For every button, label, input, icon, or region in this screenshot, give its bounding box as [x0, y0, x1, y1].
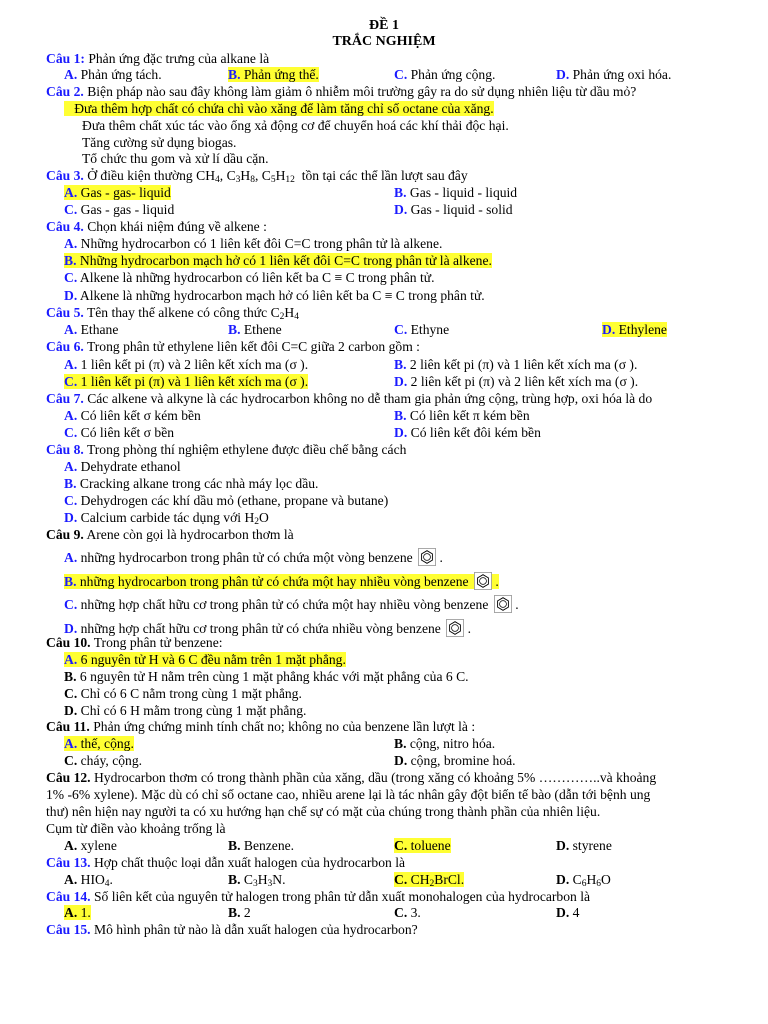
q6-option-d: D. 2 liên kết pi (π) và 2 liên kết xích ma (σ ). — [394, 374, 639, 389]
q5-option-b: B. Ethene — [228, 322, 282, 337]
q1-option-c: C. Phản ứng cộng. — [394, 67, 496, 82]
q11-option-c: C. cháy, cộng. — [64, 753, 143, 768]
q14-option-d: D. 4 — [556, 905, 580, 920]
benzene-ring-icon — [494, 595, 512, 613]
q13-option-b: B. $C_3H_3N$. — [228, 872, 286, 889]
q1-option-a: A. Phản ứng tách. — [64, 67, 162, 82]
q8-option-a: A. Dehydrate ethanol — [64, 459, 181, 474]
question-12-line-2: 1% -6% xylene). Mặc dù có chỉ số octane cao, nhiều arene lại là tác nhân gây đột biến tế bào (dẫn tới bệnh ung — [46, 787, 651, 802]
q10-option-d: D. Chỉ có 6 H mằm trong cùng 1 mặt phẳng. — [64, 703, 307, 718]
question-12-line-3: thư) nên hiện nay người ta có xu hướng hạn chế sự có mặt của chúng trong thành phần của nhiên liệu. — [46, 804, 601, 819]
question-12: Câu 12. Hydrocarbon thơm có trong thành phần của xăng, dầu (trong xăng có khoảng 5% …………..và khoảng — [46, 770, 657, 785]
question-1: Câu 1: Phản ứng đặc trưng của alkane là — [46, 51, 270, 66]
question-6: Câu 6. Trong phân tử ethylene liên kết đôi C=C giữa 2 carbon gồm : — [46, 339, 420, 354]
q4-option-d: D. Alkene là những hydrocarbon mạch hở có liên kết ba C ≡ C trong phân tử. — [64, 288, 485, 303]
question-13: Câu 13. Hợp chất thuộc loại dẫn xuất halogen của hydrocarbon là — [46, 855, 406, 870]
q9-option-d: D. những hợp chất hữu cơ trong phân tử có chứa nhiều vòng benzene . — [64, 621, 472, 636]
q2-option-d: Tổ chức thu gom và xử lí dầu cặn. — [82, 151, 269, 166]
question-8: Câu 8. Trong phòng thí nghiệm ethylene được điều chế bằng cách — [46, 442, 407, 457]
question-2: Câu 2. Biện pháp nào sau đây không làm giảm ô nhiễm môi trường gây ra do sử dụng nhiên liệu từ dầu mỏ? — [46, 84, 637, 99]
q12-option-a: A. xylene — [64, 838, 117, 853]
q14-option-c: C. 3. — [394, 905, 421, 920]
q14-option-a: A. 1. — [64, 905, 91, 920]
q13-option-c: C. $CH_2BrCl$. — [394, 872, 465, 889]
question-5: Câu 5. Tên thay thế alkene có công thức $C_2H_4$ — [46, 305, 299, 322]
q3-option-a: A. Gas - gas- liquid — [64, 185, 171, 200]
question-14: Câu 14. Số liên kết của nguyên tử halogen trong phân tử dẫn xuất monohalogen của hydrocarbon là — [46, 889, 591, 904]
q8-option-c: C. Dehydrogen các khí dầu mỏ (ethane, propane và butane) — [64, 493, 389, 508]
benzene-ring-icon — [446, 619, 464, 637]
q7-option-d: D. Có liên kết đôi kém bền — [394, 425, 541, 440]
q2-option-a: Đưa thêm hợp chất có chứa chì vào xăng để làm tăng chỉ số octane của xăng. — [64, 101, 494, 117]
q9-option-c: C. những hợp chất hữu cơ trong phân tử có chứa một hay nhiều vòng benzene . — [64, 597, 519, 612]
q14-option-b: B. 2 — [228, 905, 251, 920]
q9-option-b: B. những hydrocarbon trong phân tử có chứa một hay nhiều vòng benzene . — [64, 574, 499, 589]
q8-option-b: B. Cracking alkane trong các nhà máy lọc dầu. — [64, 476, 319, 491]
exam-title: ĐỀ 1 — [369, 18, 399, 33]
q7-option-b: B. Có liên kết π kém bền — [394, 408, 530, 423]
question-9: Câu 9. Arene còn gọi là hydrocarbon thơm là — [46, 527, 294, 542]
q6-option-b: B. 2 liên kết pi (π) và 1 liên kết xích ma (σ ). — [394, 357, 638, 372]
question-7: Câu 7. Các alkene và alkyne là các hydrocarbon không no dễ tham gia phản ứng cộng, trùng hợp, oxi hóa là do — [46, 391, 653, 406]
exam-subtitle: TRẮC NGHIỆM — [332, 34, 436, 49]
q4-option-a: A. Những hydrocarbon có 1 liên kết đôi C=C trong phân tử là alkene. — [64, 236, 443, 251]
q13-option-d: D. $C_6H_6O$ — [556, 872, 611, 889]
q2-option-b: Đưa thêm chất xúc tác vào ống xả động cơ để chuyển hoá các khí thải độc hại. — [82, 118, 509, 133]
question-3: Câu 3. Ở điều kiện thường $CH_4$, $C_3H_8$, $C_5H_{12}$ tồn tại các thể lần lượt sau đây — [46, 168, 468, 185]
q7-option-a: A. Có liên kết σ kém bền — [64, 408, 201, 423]
q3-option-c: C. Gas - gas - liquid — [64, 202, 175, 217]
q2-option-c: Tăng cường sử dụng biogas. — [82, 135, 237, 150]
question-10: Câu 10. Trong phân tử benzene: — [46, 635, 223, 650]
question-11: Câu 11. Phản ứng chứng minh tính chất no; không no của benzene lần lượt là : — [46, 719, 476, 734]
q10-option-b: B. 6 nguyên tử H nằm trên cùng 1 mặt phẳng khác với mặt phẳng của 6 C. — [64, 669, 469, 684]
q5-option-c: C. Ethyne — [394, 322, 450, 337]
question-15: Câu 15. Mô hình phân tử nào là dẫn xuất halogen của hydrocarbon? — [46, 922, 418, 937]
q13-option-a: A. $HIO_4$. — [64, 872, 113, 889]
q3-option-b: B. Gas - liquid - liquid — [394, 185, 518, 200]
q12-option-d: D. styrene — [556, 838, 612, 853]
q5-option-d: D. Ethylene — [602, 322, 667, 337]
q3-option-d: D. Gas - liquid - solid — [394, 202, 513, 217]
q12-option-c: C. toluene — [394, 838, 451, 853]
q11-option-b: B. cộng, nitro hóa. — [394, 736, 496, 751]
benzene-ring-icon — [474, 572, 492, 590]
q10-option-a: A. 6 nguyên tử H và 6 C đều nằm trên 1 mặt phẳng. — [64, 652, 346, 667]
question-12-line-4: Cụm từ điền vào khoảng trống là — [46, 821, 226, 836]
question-4: Câu 4. Chọn khái niệm đúng về alkene : — [46, 219, 267, 234]
q1-option-b: B. Phản ứng thế. — [228, 67, 319, 82]
q8-option-d: D. Calcium carbide tác dụng với $H_2O$ — [64, 510, 269, 527]
benzene-ring-icon — [418, 548, 436, 566]
q5-option-a: A. Ethane — [64, 322, 119, 337]
q9-option-a: A. những hydrocarbon trong phân tử có chứa một vòng benzene . — [64, 550, 443, 565]
q12-option-b: B. Benzene. — [228, 838, 295, 853]
q1-option-d: D. Phản ứng oxi hóa. — [556, 67, 672, 82]
q11-option-a: A. thế, cộng. — [64, 736, 134, 751]
q7-option-c: C. Có liên kết σ bền — [64, 425, 175, 440]
q10-option-c: C. Chỉ có 6 C nằm trong cùng 1 mặt phẳng. — [64, 686, 302, 701]
q6-option-a: A. 1 liên kết pi (π) và 2 liên kết xích ma (σ ). — [64, 357, 309, 372]
q11-option-d: D. cộng, bromine hoá. — [394, 753, 516, 768]
q6-option-c: C. 1 liên kết pi (π) và 1 liên kết xích ma (σ ). — [64, 374, 309, 389]
q4-option-b: B. Những hydrocarbon mạch hở có 1 liên kết đôi C=C trong phân tử là alkene. — [64, 253, 492, 268]
q4-option-c: C. Alkene là những hydrocarbon có liên kết ba C ≡ C trong phân tử. — [64, 270, 435, 285]
